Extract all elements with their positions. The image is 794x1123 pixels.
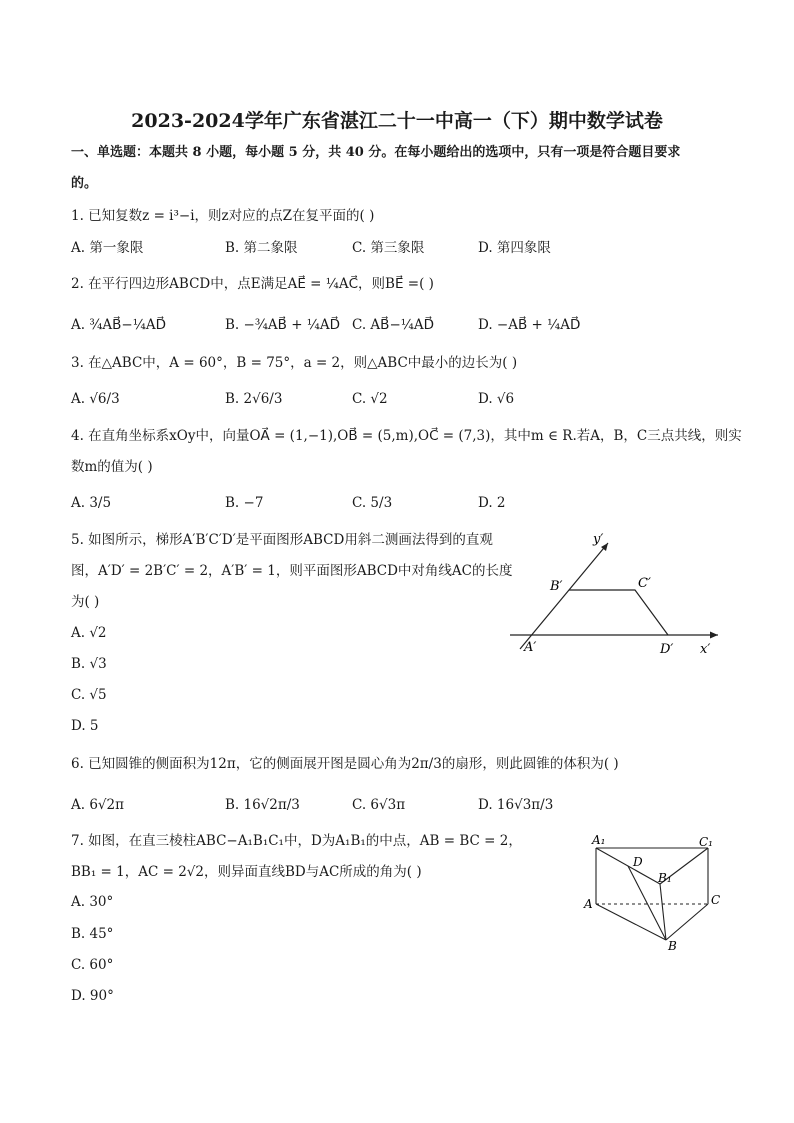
- question-6-stem: 6. 已知圆锥的侧面积为12π，它的侧面展开图是圆心角为2π/3的扇形，则此圆锥的体积为( ): [71, 756, 619, 772]
- question-4-stem: 4. 在直角坐标系xOy中，向量OA⃗ = (1,−1),OB⃗ = (5,m),OC⃗ = (7,3)，其中m ∈ R.若A，B，C三点共线，则实: [71, 428, 742, 444]
- q2-option-c: C. AB⃗−¼AD⃗: [352, 317, 434, 333]
- q6-option-b: B. 16√2π/3: [225, 797, 300, 813]
- q4-option-c: C. 5/3: [352, 495, 393, 511]
- y-axis-line: [520, 543, 608, 649]
- label-b1: B₁: [658, 871, 672, 885]
- q7-option-c: C. 60°: [71, 957, 114, 973]
- q1-option-d: D. 第四象限: [478, 240, 551, 256]
- q4-option-b: B. −7: [225, 495, 264, 511]
- q5-option-d: D. 5: [71, 718, 99, 734]
- q7-option-b: B. 45°: [71, 926, 114, 942]
- q5-option-c: C. √5: [71, 687, 107, 703]
- question-1-stem: 1. 已知复数z = i³−i，则z对应的点Z在复平面的( ): [71, 208, 375, 224]
- label-a-prime: A′: [524, 640, 537, 655]
- question-2-stem: 2. 在平行四边形ABCD中，点E满足AE⃗ = ¼AC⃗，则BE⃗ =( ): [71, 276, 434, 292]
- section-header: 一、单选题：本题共 8 小题，每小题 5 分，共 40 分。在每小题给出的选项中，只有一项是符合题目要求: [71, 145, 681, 160]
- label-c: C: [711, 893, 721, 907]
- q1-option-c: C. 第三象限: [352, 240, 425, 256]
- q2-option-a: A. ¾AB⃗−¼AD⃗: [71, 317, 166, 333]
- q6-option-d: D. 16√3π/3: [478, 797, 554, 813]
- label-d-prime: D′: [660, 642, 674, 657]
- question-5-stem-end: 为( ): [71, 594, 100, 610]
- q7-option-d: D. 90°: [71, 988, 114, 1004]
- label-c1: C₁: [699, 835, 713, 849]
- q3-option-c: C. √2: [352, 391, 388, 407]
- q1-option-b: B. 第二象限: [225, 240, 298, 256]
- trapezoid-edges: [569, 590, 668, 635]
- q4-option-d: D. 2: [478, 495, 506, 511]
- question-3-stem: 3. 在△ABC中，A = 60°，B = 75°，a = 2，则△ABC中最小的边长为( ): [71, 355, 518, 371]
- q3-option-d: D. √6: [478, 391, 515, 407]
- label-b: B: [668, 939, 677, 953]
- label-b-prime: B′: [550, 579, 563, 594]
- label-d: D: [633, 855, 643, 869]
- q2-option-d: D. −AB⃗ + ¼AD⃗: [478, 317, 581, 333]
- x-axis-arrow: [710, 632, 718, 639]
- label-a: A: [584, 897, 593, 911]
- label-x-prime: x′: [700, 642, 711, 657]
- question-5-stem: 5. 如图所示，梯形A′B′C′D′是平面图形ABCD用斜二测画法得到的直观: [71, 532, 493, 548]
- question-4-stem-cont: 数m的值为( ): [71, 459, 153, 475]
- figure-5-trapezoid-diagram: [500, 525, 730, 665]
- q7-option-a: A. 30°: [71, 894, 114, 910]
- figure-7-prism-diagram: [578, 828, 728, 958]
- question-7-stem: 7. 如图，在直三棱柱ABC−A₁B₁C₁中，D为A₁B₁的中点，AB = BC = 2，: [71, 833, 522, 849]
- q5-option-b: B. √3: [71, 656, 107, 672]
- label-a1: A₁: [592, 833, 606, 847]
- label-y-prime: y′: [593, 532, 604, 547]
- q5-option-a: A. √2: [71, 625, 107, 641]
- q1-option-a: A. 第一象限: [71, 240, 144, 256]
- question-7-stem-cont: BB₁ = 1，AC = 2√2，则异面直线BD与AC所成的角为( ): [71, 864, 422, 880]
- q2-option-b: B. −¾AB⃗ + ¼AD⃗: [225, 317, 341, 333]
- q4-option-a: A. 3/5: [71, 495, 112, 511]
- q3-option-b: B. 2√6/3: [225, 391, 283, 407]
- q3-option-a: A. √6/3: [71, 391, 120, 407]
- page-title: 2023-2024学年广东省湛江二十一中高一（下）期中数学试卷: [131, 110, 663, 132]
- q6-option-c: C. 6√3π: [352, 797, 406, 813]
- q6-option-a: A. 6√2π: [71, 797, 124, 813]
- section-header-cont: 的。: [71, 176, 98, 191]
- question-5-stem-cont: 图，A′D′ = 2B′C′ = 2，A′B′ = 1，则平面图形ABCD中对角线AC的长度: [71, 563, 513, 579]
- label-c-prime: C′: [638, 576, 651, 591]
